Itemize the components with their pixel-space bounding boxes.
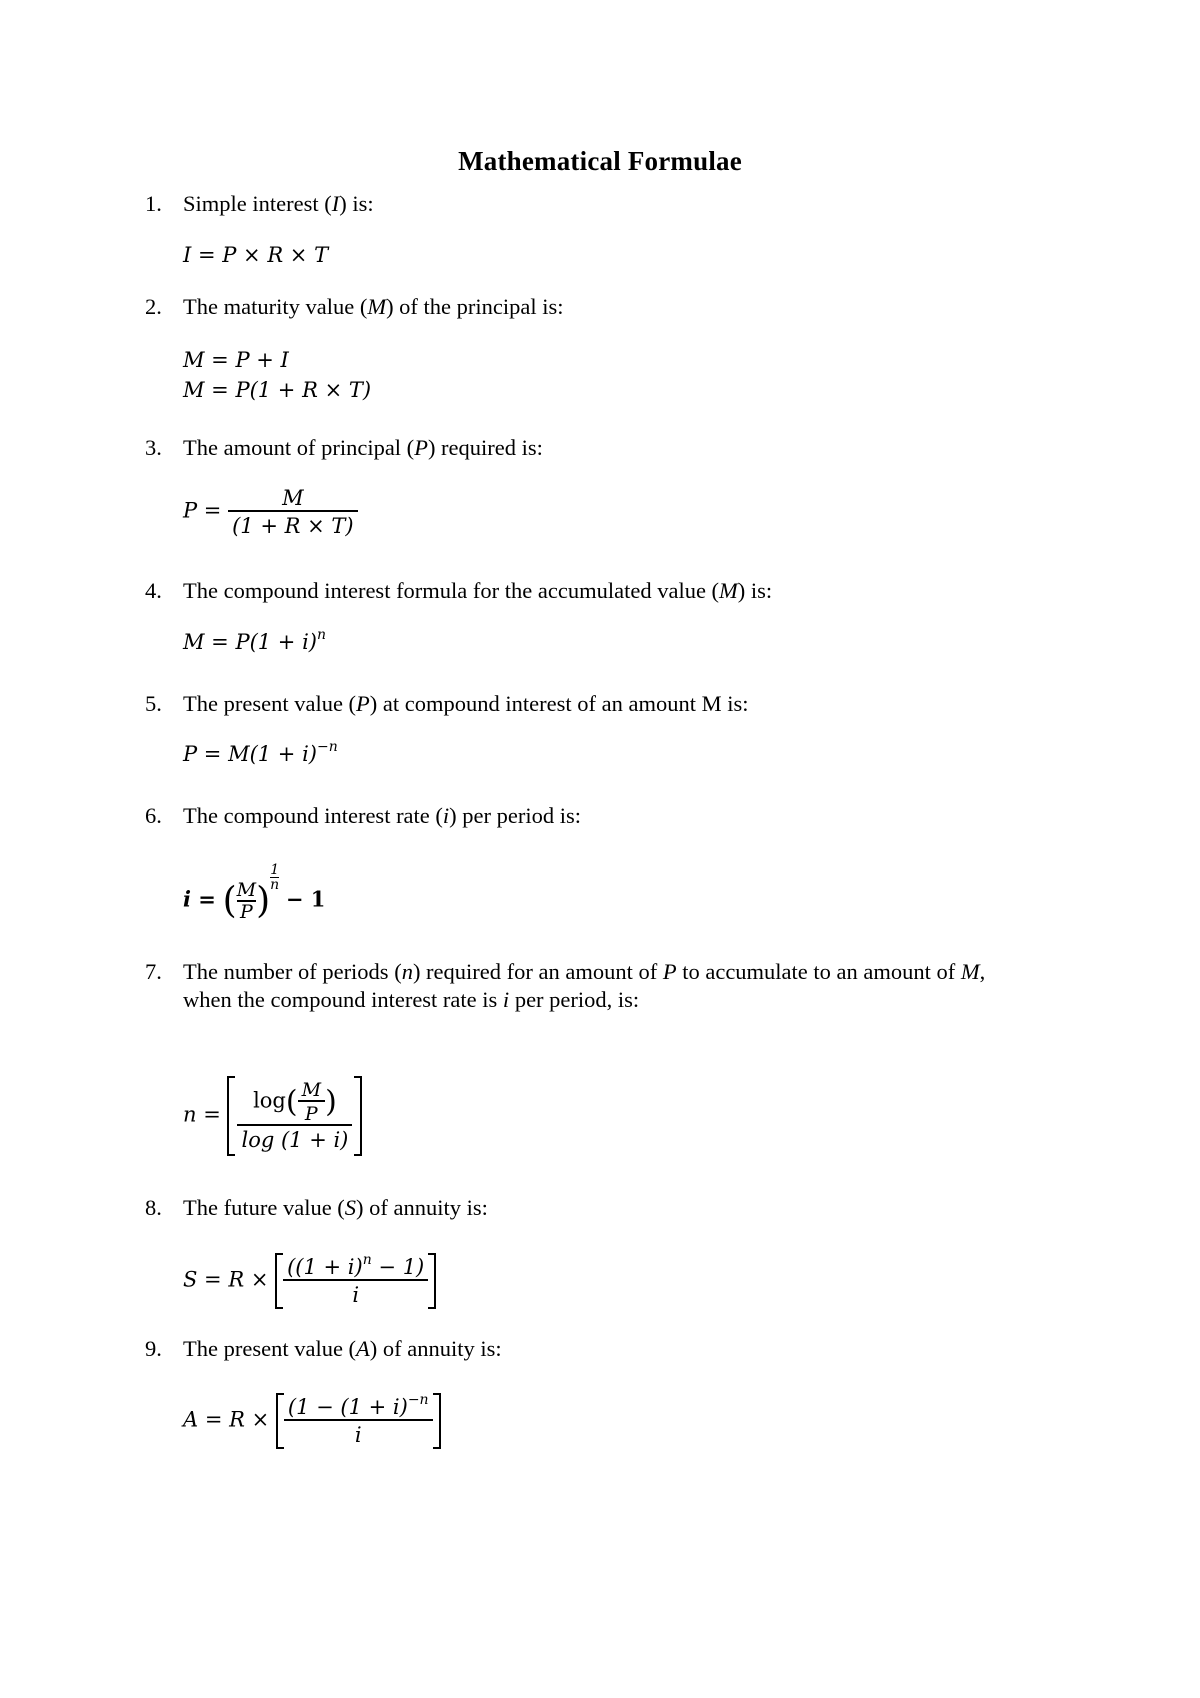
formula-simple-interest: I = P × R × T bbox=[183, 243, 329, 267]
formula-present-value: $P = M(1 + i)^{-n}$ bbox=[183, 739, 338, 766]
item-number: 7. bbox=[145, 959, 162, 984]
item-text: The amount of principal (P) required is: bbox=[183, 435, 543, 460]
item-text: The compound interest rate (i) per period is: bbox=[183, 803, 582, 828]
formula-annuity-present-value: A = R × $\frac{(1 - (1 + i)^{-n}}{i}$ bbox=[183, 1393, 441, 1449]
item-number: 2. bbox=[145, 294, 162, 319]
formula-maturity-2: M = P(1 + R × T) bbox=[183, 378, 372, 402]
item-number: 8. bbox=[145, 1195, 162, 1220]
formula-number-of-periods: n = log( $\frac{M}{P}$ ) log (1 + i) bbox=[183, 1076, 362, 1156]
item-number: 3. bbox=[145, 435, 162, 460]
item-text: Simple interest (I) is: bbox=[183, 191, 374, 216]
item-number: 1. bbox=[145, 191, 162, 216]
item-text: The present value (A) of annuity is: bbox=[183, 1336, 502, 1361]
item-text: The maturity value (M) of the principal is: bbox=[183, 294, 564, 319]
item-text: when the compound interest rate is i per period, is: bbox=[183, 987, 640, 1012]
formula-maturity-1: M = P + I bbox=[183, 348, 289, 372]
item-text: The number of periods (n) required for an amount of P to accumulate to an amount of M, bbox=[183, 959, 986, 984]
formula-annuity-future-value: S = R × $\frac{((1 + i)^n - 1)}{i}$ bbox=[183, 1253, 436, 1309]
item-text: The future value (S) of annuity is: bbox=[183, 1195, 488, 1220]
item-number: 9. bbox=[145, 1336, 162, 1361]
formula-compound-accumulated: $M = P(1 + i)^n$ bbox=[183, 627, 327, 654]
item-number: 4. bbox=[145, 578, 162, 603]
item-number: 6. bbox=[145, 803, 162, 828]
formula-compound-rate: i = ( $\frac{M}{P}$ ) $\frac{1}{n}$ − 1 bbox=[183, 861, 326, 923]
item-text: The compound interest formula for the accumulated value (M) is: bbox=[183, 578, 773, 603]
page-title: Mathematical Formulae bbox=[458, 146, 742, 176]
formula-principal: P = $\frac{M}{(1 + R \times T)}$ bbox=[183, 486, 358, 538]
item-number: 5. bbox=[145, 691, 162, 716]
item-text: The present value (P) at compound interest of an amount M is: bbox=[183, 691, 749, 716]
